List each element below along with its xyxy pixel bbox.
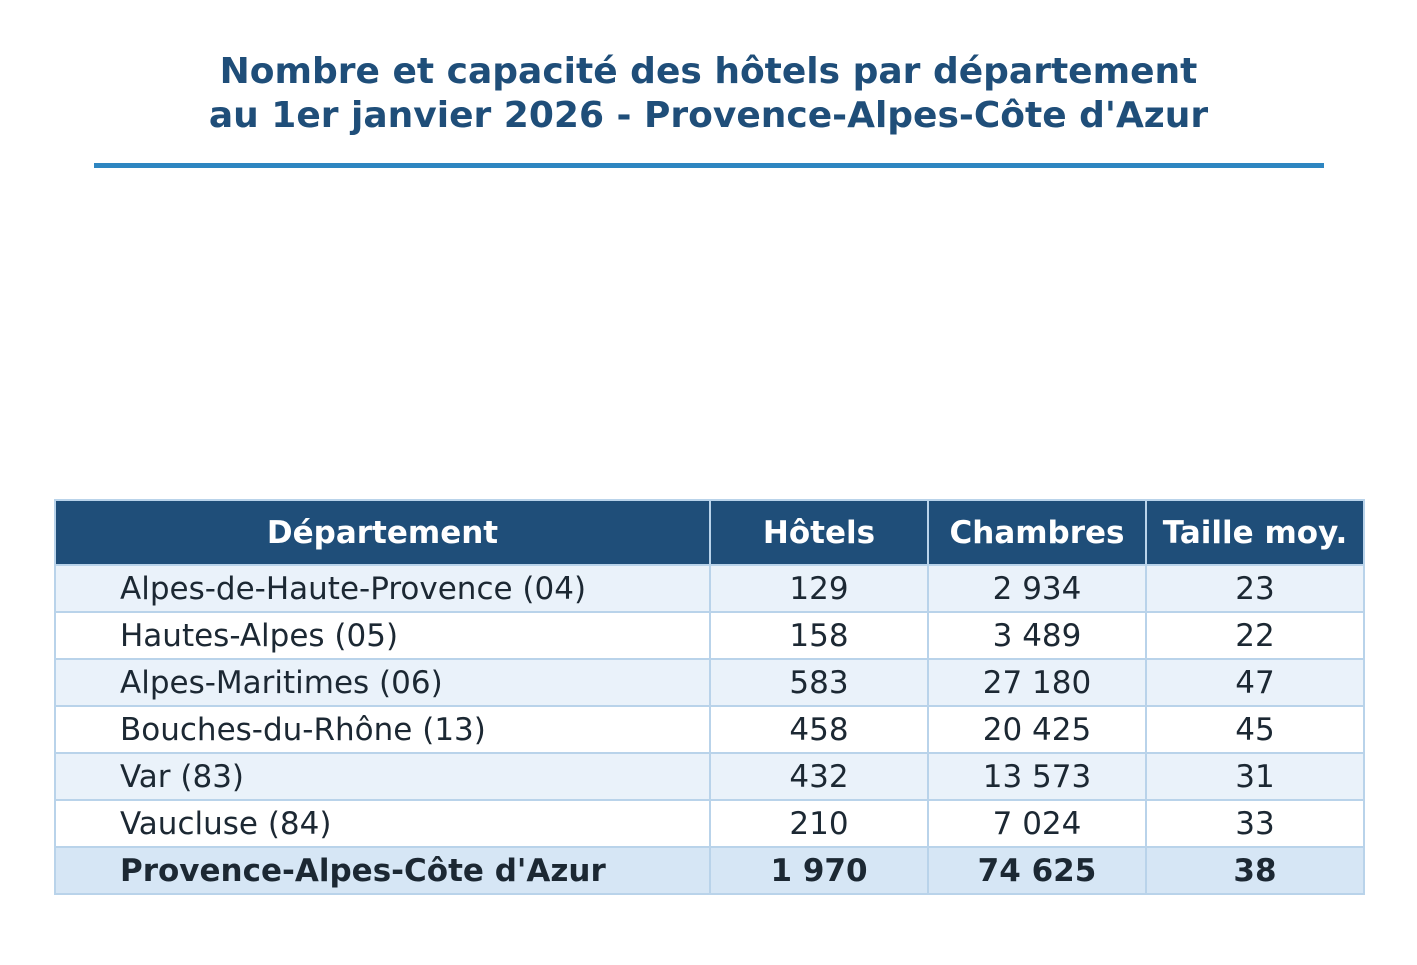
total-departement: Provence-Alpes-Côte d'Azur (55, 847, 710, 894)
column-header-chambres: Chambres (928, 500, 1146, 565)
row-chambres: 13 573 (928, 753, 1146, 800)
chart-title (0, 50, 1417, 138)
row-departement: Bouches-du-Rhône (13) (55, 706, 710, 753)
column-header-taille-moy: Taille moy. (1146, 500, 1364, 565)
total-chambres: 74 625 (928, 847, 1146, 894)
row-departement: Var (83) (55, 753, 710, 800)
table-row (55, 800, 1364, 847)
row-taille-moy: 33 (1146, 800, 1364, 847)
row-departement: Alpes-Maritimes (06) (55, 659, 710, 706)
row-taille-moy: 22 (1146, 612, 1364, 659)
row-hotels: 158 (710, 612, 928, 659)
row-hotels: 210 (710, 800, 928, 847)
row-departement: Alpes-de-Haute-Provence (04) (55, 565, 710, 612)
table-row (55, 659, 1364, 706)
row-taille-moy: 23 (1146, 565, 1364, 612)
title-underline (94, 163, 1324, 168)
column-header-hotels: Hôtels (710, 500, 928, 565)
row-hotels: 458 (710, 706, 928, 753)
row-departement: Vaucluse (84) (55, 800, 710, 847)
hotels-table (54, 499, 1365, 895)
total-row (55, 847, 1364, 894)
total-taille-moy: 38 (1146, 847, 1364, 894)
row-departement: Hautes-Alpes (05) (55, 612, 710, 659)
row-taille-moy: 45 (1146, 706, 1364, 753)
row-chambres: 7 024 (928, 800, 1146, 847)
row-taille-moy: 47 (1146, 659, 1364, 706)
row-chambres: 3 489 (928, 612, 1146, 659)
column-header-departement: Département (55, 500, 710, 565)
table-row (55, 753, 1364, 800)
row-chambres: 2 934 (928, 565, 1146, 612)
table-row (55, 612, 1364, 659)
row-chambres: 27 180 (928, 659, 1146, 706)
table-row (55, 565, 1364, 612)
total-hotels: 1 970 (710, 847, 928, 894)
row-chambres: 20 425 (928, 706, 1146, 753)
chart-title-line-1: Nombre et capacité des hôtels par département (219, 51, 1198, 92)
row-hotels: 129 (710, 565, 928, 612)
row-taille-moy: 31 (1146, 753, 1364, 800)
table-row (55, 706, 1364, 753)
row-hotels: 583 (710, 659, 928, 706)
table-header-row (55, 500, 1364, 565)
row-hotels: 432 (710, 753, 928, 800)
chart-title-line-2: au 1er janvier 2026 - Provence-Alpes-Côte d'Azur (208, 95, 1209, 136)
